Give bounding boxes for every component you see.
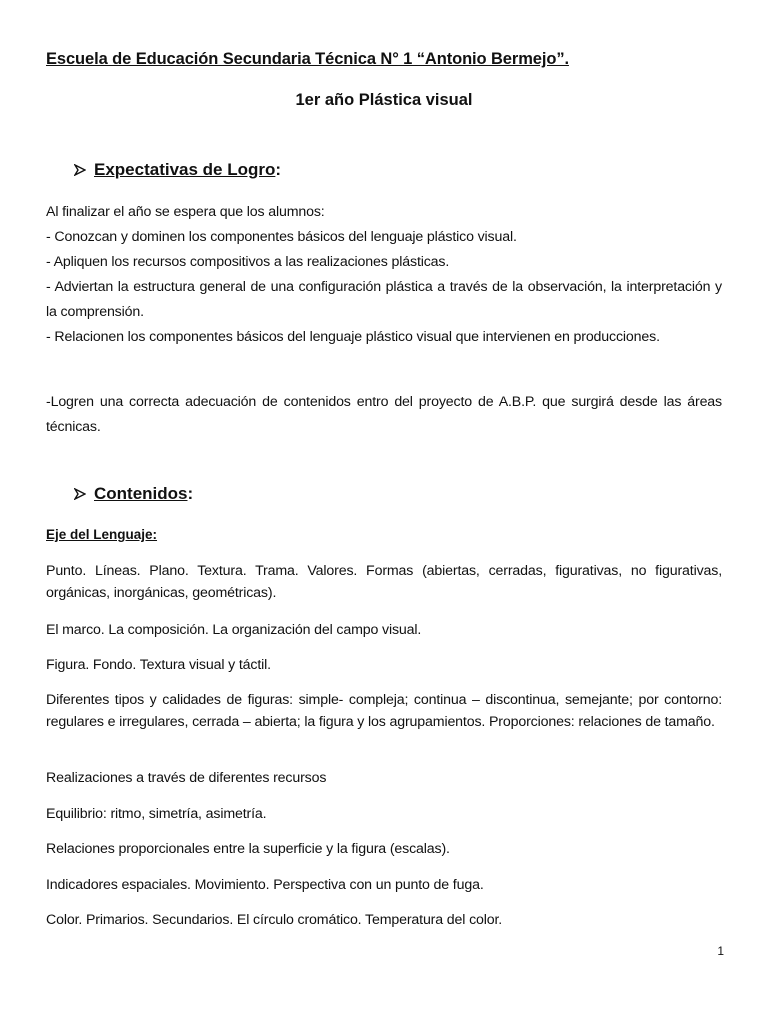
contenidos-paragraph: El marco. La composición. La organización del campo visual.: [46, 622, 422, 638]
contenidos-paragraph: Punto. Líneas. Plano. Textura. Trama. Valores. Formas (abiertas, cerradas, figurativas, no figurativas, orgánicas, inorgánicas, geométricas).: [46, 563, 722, 601]
contenidos-paragraph: Indicadores espaciales. Movimiento. Perspectiva con un punto de fuga.: [46, 877, 484, 893]
expectativas-list: [46, 200, 722, 350]
arrow-bullet-icon: [74, 488, 86, 500]
contenidos-paragraph: Relaciones proporcionales entre la superficie y la figura (escalas).: [46, 841, 450, 857]
eje-lenguaje-subtitle: Eje del Lenguaje:: [46, 527, 158, 542]
contenidos-paragraph: Diferentes tipos y calidades de figuras: simple- compleja; continua – discontinua, semejante; por contorno: regulares e irregulares, cerrada – abierta; la figura y los agrupamientos. Proporciones: relaciones de tamaño.: [46, 692, 722, 730]
page-number: 1: [717, 944, 724, 958]
arrow-bullet-icon: [74, 164, 86, 176]
section-contenidos-title: [74, 484, 714, 504]
expectativas-item: - Apliquen los recursos compositivos a las realizaciones plásticas.: [46, 254, 450, 270]
course-heading: 1er año Plástica visual: [295, 91, 473, 109]
expectativas-item: - Relacionen los componentes básicos del lenguaje plástico visual que intervienen en producciones.: [46, 329, 660, 345]
section-expectativas-title: [74, 160, 714, 180]
section-expectativas-label: Expectativas de Logro: [94, 160, 276, 179]
contenidos-paragraph: Figura. Fondo. Textura visual y táctil.: [46, 657, 271, 673]
expectativas-intro: Al finalizar el año se espera que los alumnos:: [46, 204, 325, 220]
expectativas-item: - Adviertan la estructura general de una configuración plástica a través de la observación, la interpretación y la comprensión.: [46, 279, 722, 320]
expectativas-item: - Conozcan y dominen los componentes básicos del lenguaje plástico visual.: [46, 229, 517, 245]
expectativas-extra: -Logren una correcta adecuación de contenidos entro del proyecto de A.B.P. que surgirá desde las áreas técnicas.: [46, 394, 722, 435]
school-heading: Escuela de Educación Secundaria Técnica N° 1 “Antonio Bermejo”.: [46, 50, 569, 68]
section-expectativas-colon: :: [275, 160, 282, 179]
contenidos-paragraph: Equilibrio: ritmo, simetría, asimetría.: [46, 806, 267, 822]
section-contenidos-colon: :: [187, 484, 194, 503]
contenidos-paragraph: Color. Primarios. Secundarios. El círculo cromático. Temperatura del color.: [46, 912, 503, 928]
section-contenidos-label: Contenidos: [94, 484, 188, 503]
contenidos-paragraph: Realizaciones a través de diferentes recursos: [46, 770, 327, 786]
